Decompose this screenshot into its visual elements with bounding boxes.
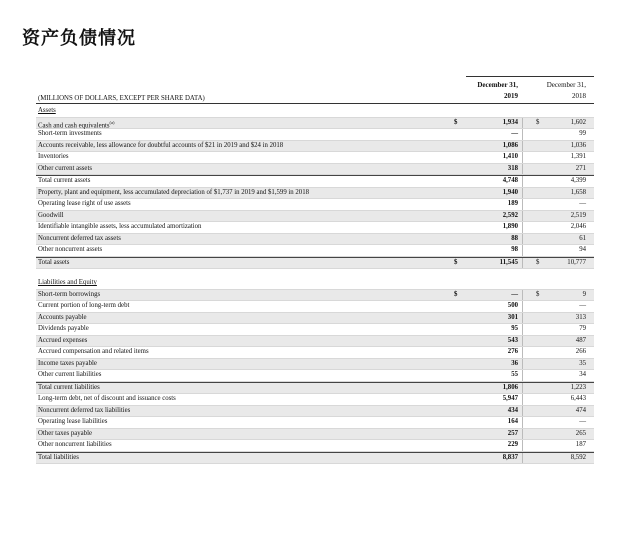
value-2018: 79 bbox=[579, 325, 586, 332]
table-row bbox=[36, 234, 594, 246]
value-2018: 35 bbox=[579, 359, 586, 367]
value-2019: 4,748 bbox=[502, 177, 518, 184]
total-row bbox=[36, 452, 594, 465]
row-label: Accrued expenses bbox=[38, 336, 88, 344]
value-2019: 8,837 bbox=[502, 453, 518, 461]
header-rule-bottom bbox=[36, 103, 594, 104]
value-2019: 257 bbox=[507, 429, 518, 437]
table-row bbox=[36, 336, 594, 348]
column-header-2019-date: December 31, bbox=[477, 81, 518, 89]
row-label: Accounts payable bbox=[38, 313, 87, 321]
column-divider bbox=[522, 429, 523, 440]
table-row bbox=[36, 301, 594, 313]
row-label: Other current assets bbox=[38, 164, 92, 172]
value-2018: 265 bbox=[575, 429, 586, 437]
row-label: Short-term borrowings bbox=[38, 290, 101, 298]
value-2019: 55 bbox=[511, 371, 518, 378]
column-divider bbox=[522, 336, 523, 347]
column-divider bbox=[522, 222, 523, 233]
column-divider bbox=[522, 453, 523, 464]
column-divider bbox=[522, 152, 523, 163]
section-header-row bbox=[36, 106, 594, 118]
value-2018: 10,777 bbox=[567, 258, 586, 266]
table-row bbox=[36, 222, 594, 234]
value-2018: — bbox=[579, 200, 586, 207]
row-label: Identifiable intangible assets, less accumulated amortization bbox=[38, 223, 202, 230]
section-header: Assets bbox=[38, 107, 56, 114]
row-label: Long-term debt, net of discount and issuance costs bbox=[38, 395, 176, 402]
value-2019: 1,086 bbox=[502, 141, 518, 149]
row-label: Other noncurrent assets bbox=[38, 246, 103, 253]
table-row bbox=[36, 417, 594, 429]
unit-label: (MILLIONS OF DOLLARS, EXCEPT PER SHARE DATA) bbox=[38, 95, 205, 102]
column-divider bbox=[522, 324, 523, 335]
table-row bbox=[36, 141, 594, 153]
column-divider bbox=[522, 141, 523, 152]
column-divider bbox=[522, 258, 523, 269]
value-2019: 434 bbox=[507, 406, 518, 414]
value-2018: 271 bbox=[575, 164, 586, 172]
column-divider bbox=[522, 347, 523, 358]
table-row bbox=[36, 406, 594, 418]
value-2018: 61 bbox=[579, 234, 586, 242]
value-2018: 266 bbox=[575, 348, 586, 355]
column-divider bbox=[522, 211, 523, 222]
row-label: Accounts receivable, less allowance for doubtful accounts of $21 in 2019 and $24 in 2018 bbox=[38, 141, 284, 149]
table-row bbox=[36, 359, 594, 371]
table-row bbox=[36, 290, 594, 302]
currency-symbol-2018: $ bbox=[536, 118, 540, 126]
balance-sheet bbox=[36, 76, 594, 536]
value-2018: 1,036 bbox=[570, 141, 586, 149]
row-label: Noncurrent deferred tax liabilities bbox=[38, 406, 131, 414]
section-header: Liabilities and Equity bbox=[38, 279, 97, 286]
column-divider bbox=[522, 234, 523, 245]
row-label: Other noncurrent liabilities bbox=[38, 441, 112, 448]
column-divider bbox=[522, 164, 523, 175]
row-label: Short-term investments bbox=[38, 130, 102, 137]
column-divider bbox=[522, 118, 523, 129]
currency-symbol-2018: $ bbox=[536, 258, 540, 266]
value-2018: 474 bbox=[575, 406, 586, 414]
value-2018: 1,223 bbox=[570, 383, 586, 391]
table-row bbox=[36, 347, 594, 359]
value-2019: 1,940 bbox=[502, 188, 518, 196]
value-2019: 11,545 bbox=[499, 258, 518, 266]
value-2018: 1,658 bbox=[570, 188, 586, 196]
column-header-2018 bbox=[528, 80, 586, 102]
column-divider bbox=[522, 199, 523, 210]
row-label: Accrued compensation and related items bbox=[38, 348, 149, 355]
section-header-row bbox=[36, 278, 594, 290]
row-label: Dividends payable bbox=[38, 325, 89, 332]
row-label: Noncurrent deferred tax assets bbox=[38, 234, 121, 242]
column-divider bbox=[522, 290, 523, 301]
column-divider bbox=[522, 129, 523, 140]
table-row bbox=[36, 211, 594, 223]
column-divider bbox=[522, 383, 523, 394]
table-row bbox=[36, 199, 594, 211]
column-divider bbox=[522, 394, 523, 405]
value-2018: 4,399 bbox=[570, 177, 586, 184]
table-row bbox=[36, 440, 594, 452]
row-label: Cash and cash equivalents$^{(a)}$ bbox=[38, 119, 115, 129]
value-2019: 276 bbox=[507, 348, 518, 355]
value-2019: 5,947 bbox=[502, 395, 518, 402]
column-divider bbox=[522, 406, 523, 417]
value-2018: 187 bbox=[575, 441, 586, 448]
column-divider bbox=[522, 313, 523, 324]
column-divider bbox=[522, 245, 523, 256]
table-row bbox=[36, 188, 594, 200]
value-2018: 8,592 bbox=[570, 453, 586, 461]
footnote-marker: (a) bbox=[109, 119, 115, 125]
value-2019: — bbox=[511, 130, 518, 137]
value-2018: 1,391 bbox=[570, 153, 586, 160]
total-row bbox=[36, 175, 594, 188]
value-2019: 543 bbox=[507, 336, 518, 344]
currency-symbol-2018: $ bbox=[536, 290, 540, 298]
row-label: Inventories bbox=[38, 153, 69, 160]
column-divider bbox=[522, 176, 523, 187]
value-2019: 2,592 bbox=[502, 211, 518, 219]
row-label: Total assets bbox=[38, 258, 70, 266]
column-divider bbox=[522, 370, 523, 381]
column-divider bbox=[522, 417, 523, 428]
column-header-2019-year: 2019 bbox=[504, 92, 518, 100]
table-row bbox=[36, 313, 594, 325]
value-2018: 1,602 bbox=[570, 118, 586, 126]
value-2019: 1,410 bbox=[502, 153, 518, 160]
value-2019: 1,806 bbox=[502, 383, 518, 391]
column-header-2019 bbox=[460, 80, 518, 102]
column-divider bbox=[522, 359, 523, 370]
row-label: Property, plant and equipment, less accumulated depreciation of $1,737 in 2019 and $1,599 in 2018 bbox=[38, 188, 309, 196]
column-divider bbox=[522, 301, 523, 312]
table-row bbox=[36, 429, 594, 441]
header-rule-top bbox=[466, 76, 594, 77]
page-title: 资产负债情况 bbox=[22, 28, 136, 49]
currency-symbol-2019: $ bbox=[454, 118, 458, 126]
table-row bbox=[36, 129, 594, 141]
column-header-2018-year: 2018 bbox=[572, 92, 586, 100]
column-header-2018-date: December 31, bbox=[546, 81, 586, 89]
balance-sheet-table bbox=[36, 106, 594, 464]
row-label: Operating lease liabilities bbox=[38, 418, 108, 425]
value-2019: 36 bbox=[511, 359, 518, 367]
table-row bbox=[36, 118, 594, 130]
total-row bbox=[36, 382, 594, 395]
row-label: Other taxes payable bbox=[38, 429, 92, 437]
row-label: Goodwill bbox=[38, 211, 64, 219]
row-label: Total liabilities bbox=[38, 453, 79, 461]
currency-symbol-2019: $ bbox=[454, 258, 458, 266]
row-label: Other current liabilities bbox=[38, 371, 102, 378]
row-label: Income taxes payable bbox=[38, 359, 97, 367]
value-2019: 500 bbox=[507, 302, 518, 309]
column-divider bbox=[522, 440, 523, 451]
value-2019: 164 bbox=[507, 418, 518, 425]
value-2018: — bbox=[579, 418, 586, 425]
table-row bbox=[36, 245, 594, 257]
table-row bbox=[36, 324, 594, 336]
value-2019: 301 bbox=[507, 313, 518, 321]
value-2018: 94 bbox=[579, 246, 586, 253]
table-row bbox=[36, 152, 594, 164]
table-row bbox=[36, 370, 594, 382]
total-row bbox=[36, 257, 594, 270]
value-2019: 98 bbox=[511, 246, 518, 253]
value-2018: 313 bbox=[575, 313, 586, 321]
value-2019: 88 bbox=[511, 234, 518, 242]
value-2018: — bbox=[579, 302, 586, 309]
value-2018: 487 bbox=[575, 336, 586, 344]
row-label: Current portion of long-term debt bbox=[38, 302, 130, 309]
value-2018: 99 bbox=[579, 130, 586, 137]
row-label: Total current assets bbox=[38, 177, 91, 184]
table-row bbox=[36, 164, 594, 176]
column-divider bbox=[522, 188, 523, 199]
table-row bbox=[36, 394, 594, 406]
value-2019: 229 bbox=[507, 441, 518, 448]
value-2019: — bbox=[511, 290, 518, 298]
value-2018: 2,519 bbox=[570, 211, 586, 219]
value-2018: 6,443 bbox=[570, 395, 586, 402]
value-2018: 2,046 bbox=[570, 223, 586, 230]
row-label: Operating lease right of use assets bbox=[38, 200, 131, 207]
value-2019: 1,890 bbox=[502, 223, 518, 230]
section-spacer bbox=[36, 269, 594, 278]
value-2019: 318 bbox=[507, 164, 518, 172]
value-2018: 34 bbox=[579, 371, 586, 378]
row-label: Total current liabilities bbox=[38, 383, 100, 391]
value-2019: 189 bbox=[507, 200, 518, 207]
value-2018: 9 bbox=[582, 290, 586, 298]
value-2019: 95 bbox=[511, 325, 518, 332]
currency-symbol-2019: $ bbox=[454, 290, 458, 298]
value-2019: 1,934 bbox=[502, 118, 518, 126]
